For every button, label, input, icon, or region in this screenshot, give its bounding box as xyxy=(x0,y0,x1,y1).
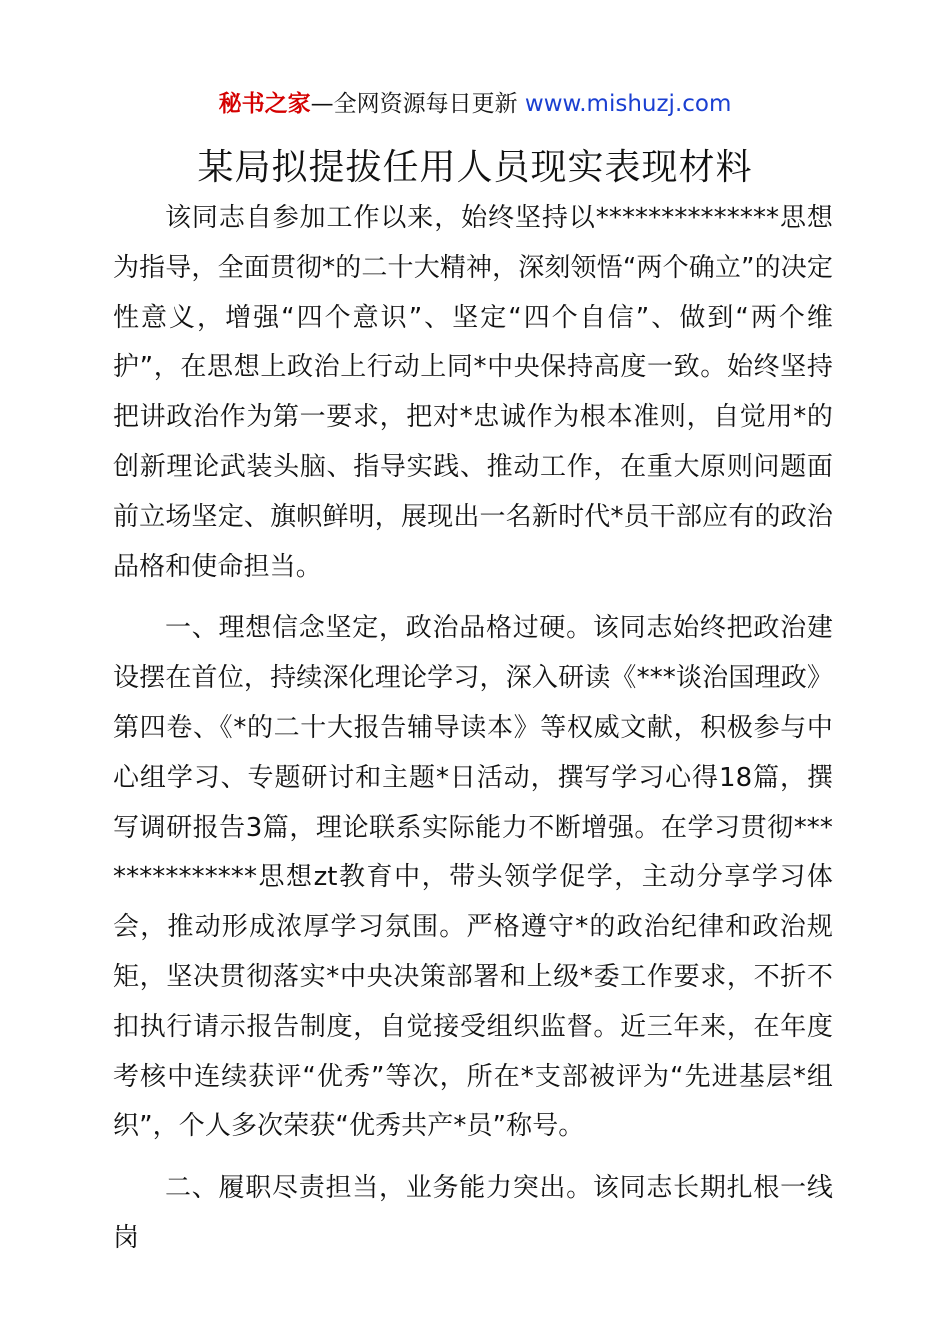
site-url-link[interactable]: www.mishuzj.com xyxy=(524,91,732,117)
site-brand: 秘书之家 xyxy=(218,91,311,117)
site-slogan: —全网资源每日更新 xyxy=(310,91,525,117)
document-title: 某局拟提拔任用人员现实表现材料 xyxy=(197,147,753,188)
paragraph-section-1: 一、理想信念坚定，政治品格过硬。该同志始终把政治建设摆在首位，持续深化理论学习，深入研读《***谈治国理政》第四卷、《*的二十大报告辅导读本》等权威文献，积极参与中心组学习、专题研讨和主题*日活动，撰写学习心得18篇，撰写调研报告3篇，理论联系实际能力不断增强。在学习贯彻**************思想zt教育中，带头领学促学，主动分享学习体会，推动形成浓厚学习氛围。严格遵守*的政治纪律和政治规矩，坚决贯彻落实*中央决策部署和上级*委工作要求，不折不扣执行请示报告制度，自觉接受组织监督。近三年来，在年度考核中连续获评“优秀”等次，所在*支部被评为“先进基层*组织”，个人多次荣获“优秀共产*员”称号。 xyxy=(113,613,833,1142)
paragraph-intro: 该同志自参加工作以来，始终坚持以**************思想为指导，全面贯彻*的二十大精神，深刻领悟“两个确立”的决定性意义，增强“四个意识”、坚定“四个自信”、做到“两个维护”，在思想上政治上行动上同*中央保持高度一致。始终坚持把讲政治作为第一要求，把对*忠诚作为根本准则，自觉用*的创新理论武装头脑、指导实践、推动工作，在重大原则问题面前立场坚定、旗帜鲜明，展现出一名新时代*员干部应有的政治品格和使命担当。 xyxy=(113,203,833,582)
site-header xyxy=(0,86,950,122)
paragraph-section-2: 二、履职尽责担当，业务能力突出。该同志长期扎根一线岗 xyxy=(113,1173,833,1253)
document-body xyxy=(113,194,833,1264)
